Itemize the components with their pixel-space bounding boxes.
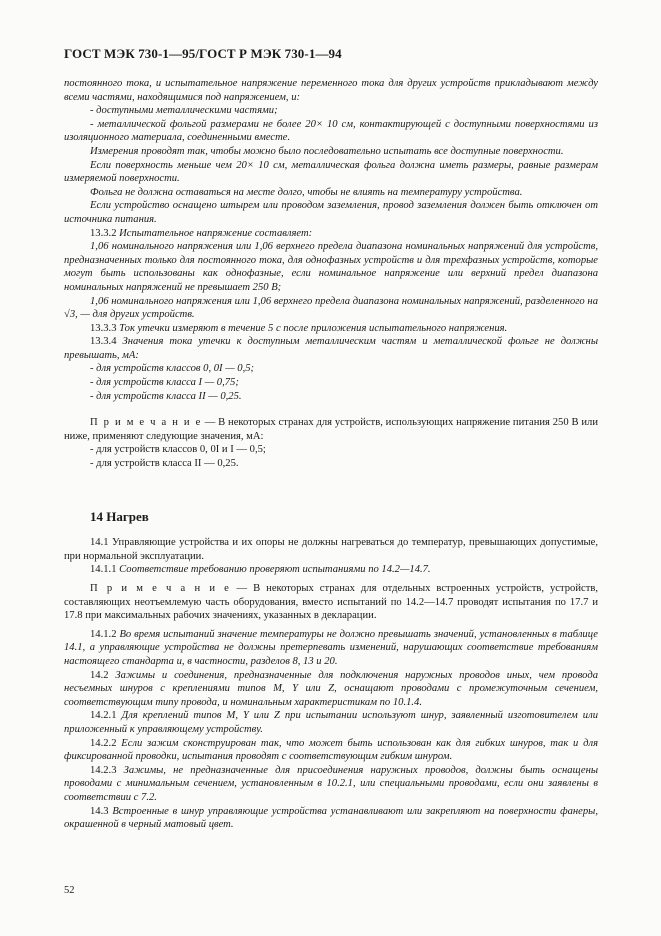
clause-number: 14.3: [90, 805, 109, 817]
clause-text: Для креплений типов M, Y или Z при испытании используют шнур, заявленный изготовителем или приложенный к управляющему устройству.: [64, 710, 598, 735]
clause-text: Значения тока утечки к доступным металлическим частям и металлической фольге не должны превышать, мА:: [64, 336, 598, 361]
clause-number: 14.2: [90, 669, 109, 681]
clause-13-3-3: [64, 322, 598, 336]
clause-13-3-4: [64, 335, 598, 362]
list-item: - металлической фольгой размерами не более 20× 10 см, контактирующей с доступными поверхностями из изоляционного материала, соединенными вместе.: [64, 118, 598, 144]
section-heading: 14 Нагрев: [90, 508, 149, 524]
clause-14-1-1: [64, 563, 598, 577]
clause-text: Зажимы и соединения, предназначенные для подключения наружных проводов иных, чем провода несъемных шнуров с креплениями типов M, Y или Z, оснащают проводами с промежуточным сечением, соответствующим типу провода, и номинальным характеристикам по 10.1.4.: [64, 669, 599, 708]
clause-14-1-2: [64, 628, 598, 669]
clause-text: Ток утечки измеряют в течение 5 с после приложения испытательного напряжения.: [119, 322, 508, 334]
page-number: 52: [64, 885, 75, 896]
clause-number: 14.1.1: [90, 564, 117, 576]
note-2: [64, 582, 598, 623]
paragraph: Если устройство оснащено штырем или проводом заземления, провод заземления должен быть отключен от источника питания.: [64, 200, 598, 225]
clause-13-3-2: [64, 227, 598, 241]
list-item: - доступными металлическими частями;: [90, 105, 278, 117]
list-item: - для устройств классов 0, 0I и I — 0,5;: [90, 444, 266, 456]
clause-text: Если зажим сконструирован так, что может быть использован как для гибких шнуров, так и для фиксированной проводки, испытания проводят с соответствующим гибким шнуром.: [64, 737, 598, 763]
clause-14-2: [64, 669, 598, 710]
note-label: П р и м е ч а н и е: [90, 583, 231, 594]
clause-number: 14.2.1: [90, 710, 117, 722]
clause-number: 14.2.2: [90, 737, 117, 749]
page-header: ГОСТ МЭК 730-1—95/ГОСТ Р МЭК 730-1—94: [64, 46, 342, 61]
paragraph: Фольга не должна оставаться на месте долго, чтобы не влиять на температуру устройства.: [90, 186, 523, 198]
clause-number: 13.3.2: [90, 227, 117, 239]
note-text: — В некоторых странах для отдельных встроенных устройств, устройств, составляющих неотъемлемую часть оборудования, вместо испытаний по 14.2—14.7 проводят испытания по 17.7 и 17.8 при максимальных рабочих значениях, указанных в декларации.: [64, 583, 598, 622]
clause-14-2-2: [64, 737, 598, 764]
clause-text: Встроенные в шнур управляющие устройства устанавливают или закрепляют на поверхности фанеры, окрашенной в черный матовый цвет.: [64, 805, 598, 831]
clause-text: Соответствие требованию проверяют испытаниями по 14.2—14.7.: [119, 564, 431, 576]
list-item: - для устройств класса II — 0,25.: [90, 458, 239, 470]
clause-text: Во время испытаний значение температуры не должно превышать значений, установленных в таблице 14.1, а управляющие устройства не должны претерпевать изменений, нарушающих соответствие требованиям настоящего стандарта и, в частности, разделов 8, 13 и 20.: [64, 628, 598, 667]
list-item: - для устройств класса I — 0,75;: [90, 377, 239, 389]
paragraph: Измерения проводят так, чтобы можно было последовательно испытать все доступные поверхности.: [90, 145, 564, 157]
clause-number: 13.3.4: [90, 336, 117, 348]
clause-14-2-3: [64, 764, 598, 805]
note-label: П р и м е ч а н и е: [90, 417, 202, 429]
paragraph: 1,06 номинального напряжения или 1,06 верхнего предела диапазона номинальных напряжений, разделенного на √3, — для других устройств.: [64, 295, 598, 321]
paragraph: 1,06 номинального напряжения или 1,06 верхнего предела диапазона номинальных напряжений для устройств, предназначенных только для постоянного тока, для однофазных устройств и для трехфазных устройств, которые могут быть использованы как однофазные, если номинальное напряжение или верхний предел диапазона номинальных напряжений не превышает 250 В;: [64, 241, 598, 293]
clause-number: 14.1.2: [90, 628, 117, 640]
note-text: — В некоторых странах для устройств, использующих напряжение питания 250 В или ниже, применяют следующие значения, мА:: [64, 417, 598, 442]
paragraph: Если поверхность меньше чем 20× 10 см, металлическая фольга должна иметь размеры, равные размерам измеряемой поверхности.: [64, 159, 598, 185]
note-1: [64, 416, 598, 443]
page-body: [64, 77, 598, 832]
clause-14-1: 14.1 Управляющие устройства и их опоры не должны нагреваться до температур, превышающих допустимые, при нормальной эксплуатации.: [64, 537, 598, 562]
clause-text: Испытательное напряжение составляет:: [119, 227, 313, 239]
paragraph: постоянного тока, и испытательное напряжение переменного тока для других устройств прикладывают между всеми частями, находящимися под напряжением, и:: [64, 78, 598, 103]
clause-14-2-1: [64, 709, 598, 736]
clause-14-3: [64, 805, 598, 832]
clause-text: Зажимы, не предназначенные для присоединения наружных проводов, должны быть оснащены проводами с минимальным сечением, установленным в 10.2.1, или специальными проводами, если они заявлены в соответствии с 7.2.: [64, 764, 598, 803]
list-item: - для устройств класса II — 0,25.: [90, 390, 242, 402]
clause-number: 14.2.3: [90, 764, 117, 776]
clause-number: 13.3.3: [90, 322, 117, 334]
list-item: - для устройств классов 0, 0I — 0,5;: [90, 363, 255, 375]
